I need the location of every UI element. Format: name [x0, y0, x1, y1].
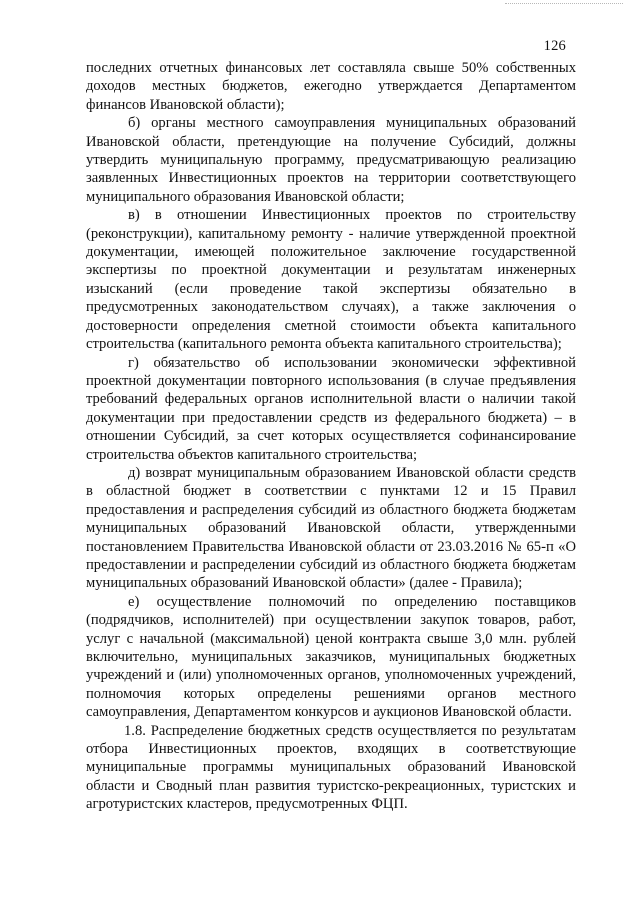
- paragraph-item-e: е) осуществление полномочий по определению поставщиков (подрядчиков, исполнителей) при осуществлении закупок товаров, работ, услуг с начальной (максимальной) ценой контракта свыше 3,0 млн. рублей включительно, муниципальных заказчиков, муниципальных бюджетных учреждений и (или) уполномоченных органов, уполномоченных учреждений, полномочия которых определены решениями органов местного самоуправления, Департаментом конкурсов и аукционов Ивановской области.: [86, 593, 576, 721]
- paragraph-item-b: б) органы местного самоуправления муниципальных образований Ивановской области, претендующие на получение Субсидий, должны утвердить муниципальную программу, предусматривающую реализацию заявленных Инвестиционных проектов на территории соответствующего муниципального образования Ивановской области;: [86, 115, 576, 205]
- paragraph-item-g: г) обязательство об использовании экономически эффективной проектной документации повторного использования (в случае предъявления требований федеральных органов исполнительной власти о наличии такой документации при предоставлении средств из федерального бюджета) – в отношении Субсидий, за счет которых осуществляется софинансирование строительства объектов капитального строительства;: [86, 354, 576, 463]
- paragraph-section-1-8: 1.8. Распределение бюджетных средств осуществляется по результатам отбора Инвестиционных проектов, входящих в соответствующие муниципальные программы муниципальных образований Ивановской области и Сводный план развития туристско-рекреационных, туристских и агротуристских кластеров, предусмотренных ФЦП.: [86, 722, 576, 813]
- document-body: [86, 59, 576, 814]
- paragraph-continuation: последних отчетных финансовых лет составляла свыше 50% собственных доходов местных бюджетов, ежегодно утверждается Департаментом финансов Ивановской области);: [86, 60, 576, 113]
- scan-edge-marks: [505, 3, 623, 5]
- paragraph-item-v: в) в отношении Инвестиционных проектов по строительству (реконструкции), капитальному ремонту - наличие утвержденной проектной документации, имеющей положительное заключение государственной экспертизы по проектной документации и результатам инженерных изысканий (если проведение такой экспертизы обязательно в предусмотренных законодательством случаях), а также заключения о достоверности определения сметной стоимости объекта капитального строительства (капитального ремонта объекта капитального строительства);: [86, 207, 576, 353]
- page-number: 126: [543, 38, 566, 54]
- paragraph-item-d: д) возврат муниципальным образованием Ивановской области средств в областной бюджет в соответствии с пунктами 12 и 15 Правил предоставления и распределения субсидий из областного бюджета бюджетам муниципальных образований Ивановской области, утвержденными постановлением Правительства Ивановской области от 23.03.2016 № 65-п «О предоставлении и распределении субсидий из областного бюджета бюджетам муниципальных образований Ивановской области» (далее - Правила);: [86, 464, 576, 592]
